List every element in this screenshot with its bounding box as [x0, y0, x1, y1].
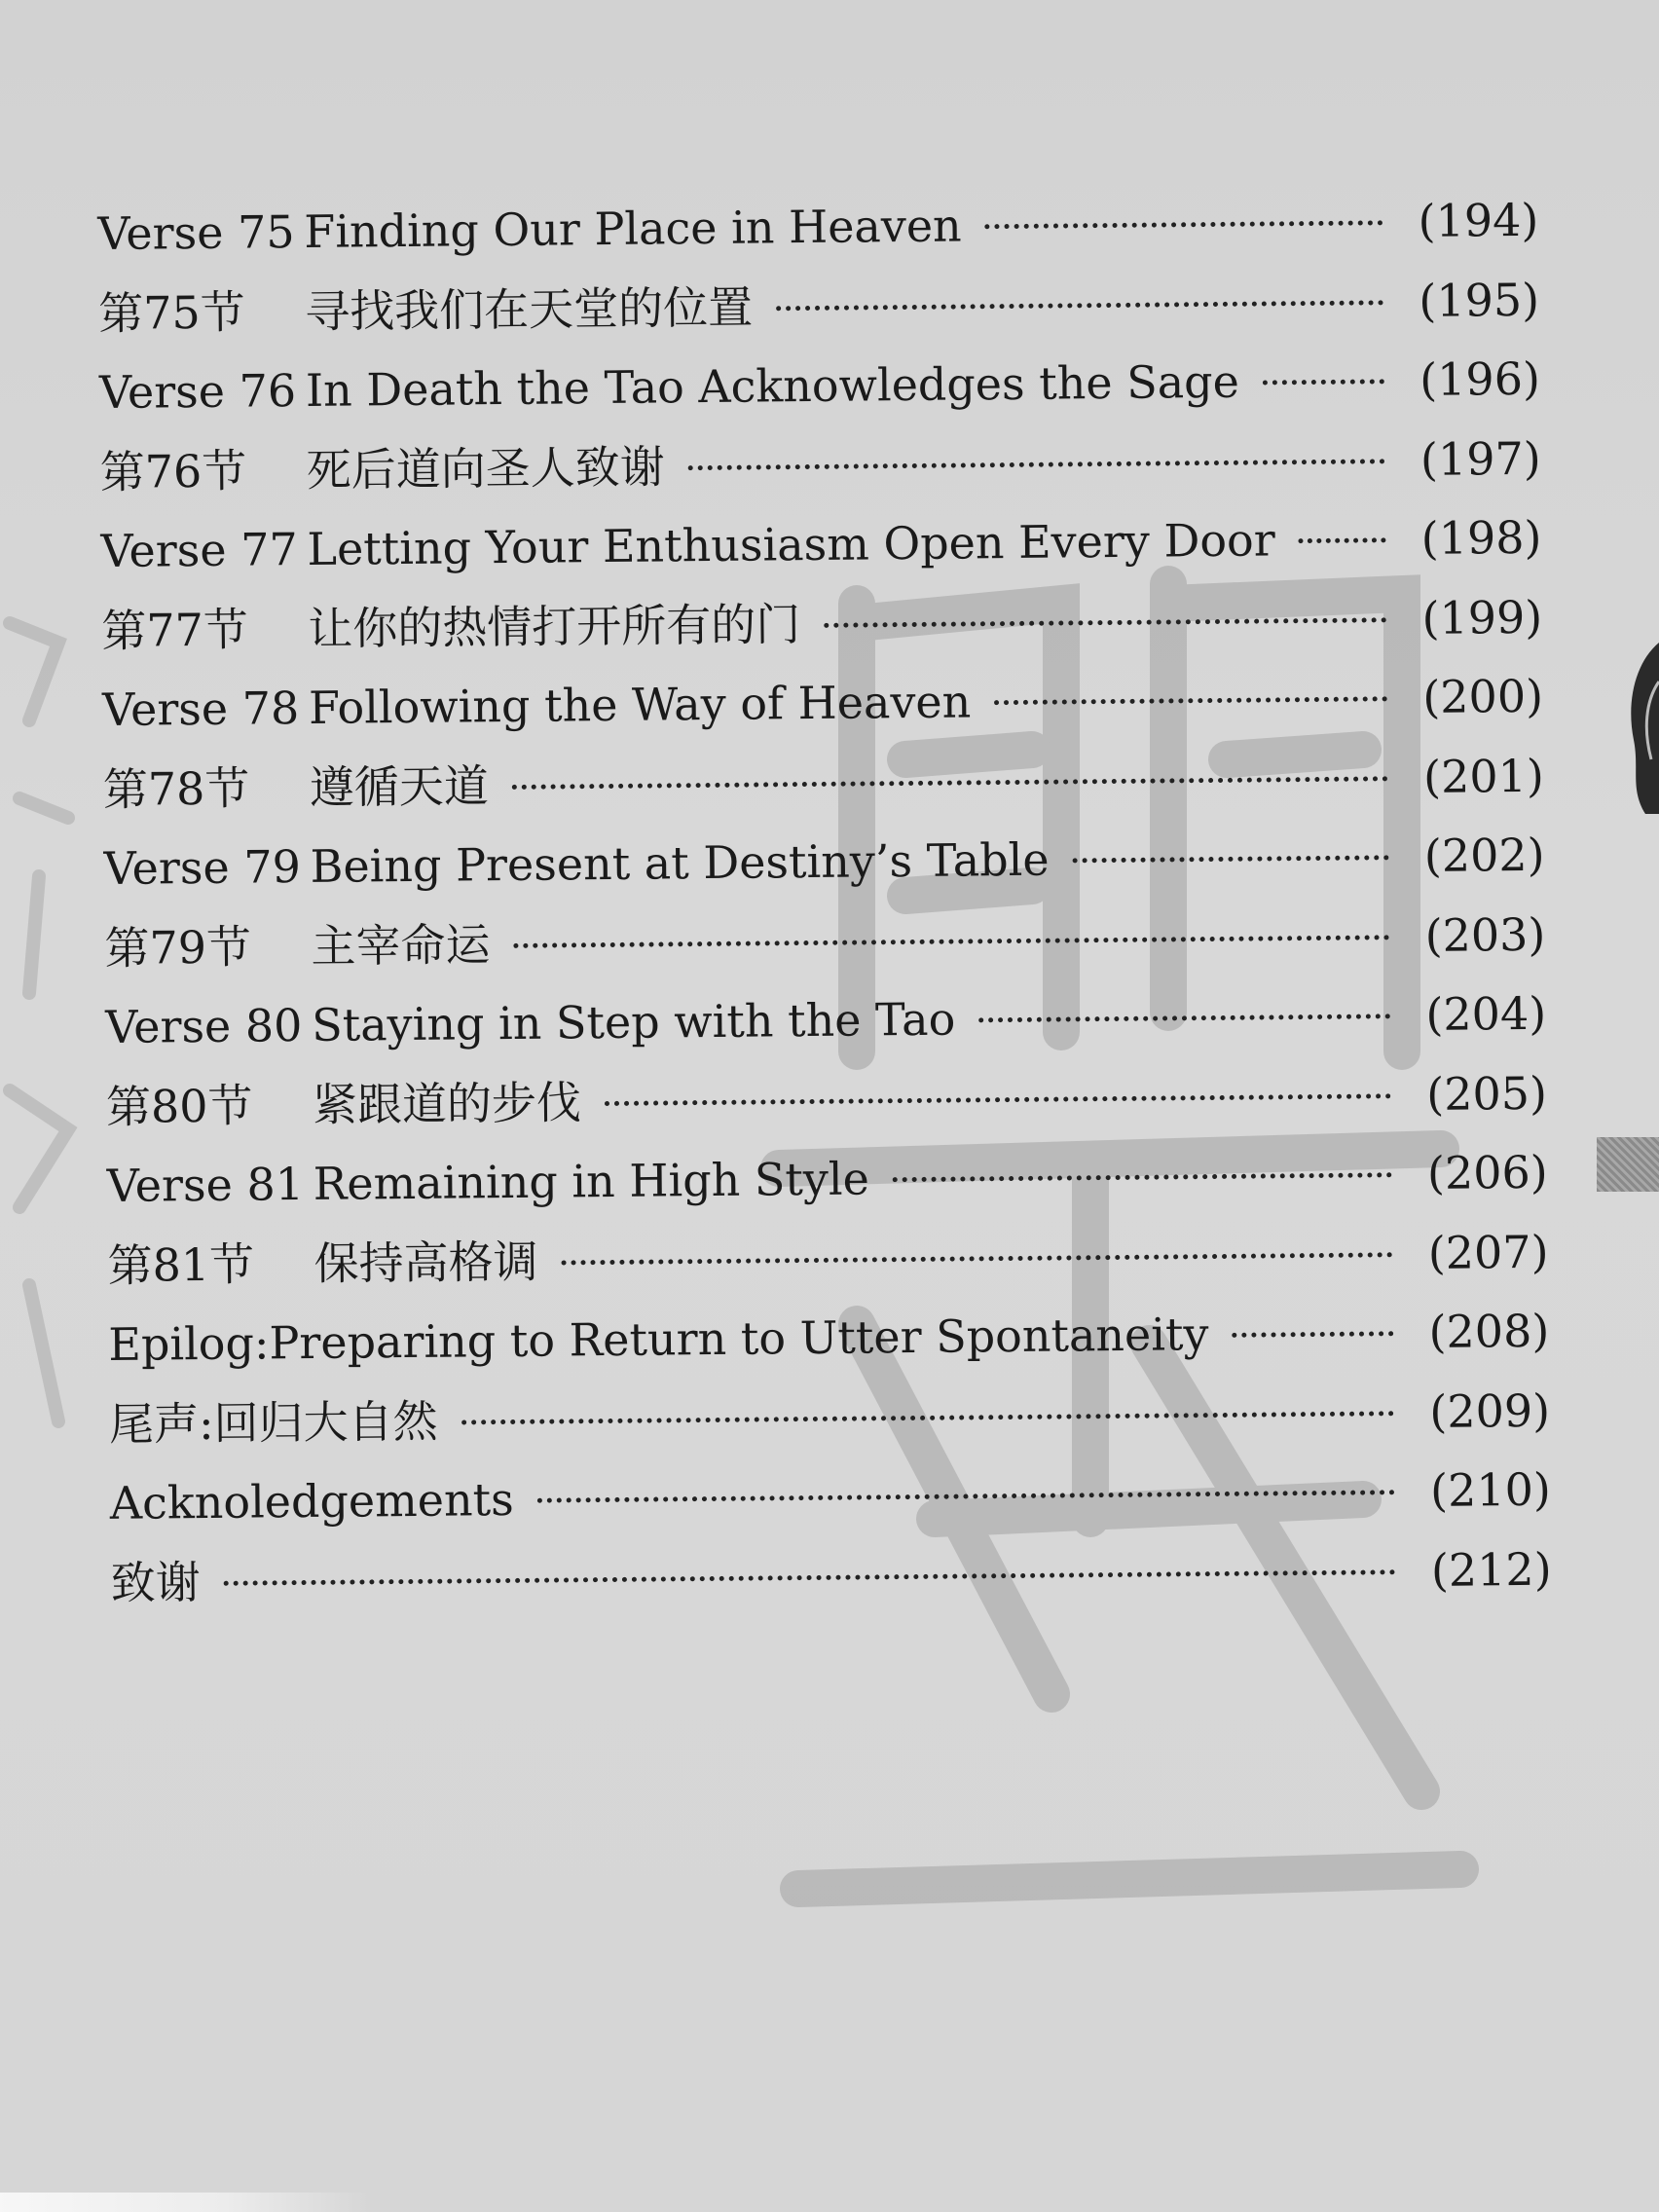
toc-entry-number: 第81节 — [107, 1237, 255, 1292]
toc-entry-page: (212) — [1430, 1542, 1552, 1597]
toc-entry — [106, 1053, 1548, 1147]
toc-entry — [99, 340, 1541, 433]
toc-entry — [104, 895, 1546, 988]
table-of-contents — [97, 181, 1552, 1623]
toc-entry-number: 第79节 — [104, 920, 252, 975]
dot-leader — [1299, 537, 1386, 543]
toc-entry-page: (205) — [1425, 1066, 1548, 1121]
toc-entry-page: (206) — [1426, 1145, 1548, 1199]
dot-leader — [985, 220, 1383, 229]
toc-entry-title: In Death the Tao Acknowledges the Sage — [305, 354, 1240, 417]
toc-entry-page: (201) — [1422, 749, 1545, 803]
toc-entry-title: Being Present at Destiny’s Table — [310, 832, 1050, 893]
toc-entry-page: (208) — [1428, 1304, 1550, 1358]
toc-entry — [110, 1451, 1552, 1544]
toc-entry-page: (197) — [1419, 431, 1541, 486]
toc-entry — [101, 577, 1543, 671]
toc-entry-number: Verse 76 — [98, 364, 297, 419]
toc-entry-page: (209) — [1429, 1383, 1551, 1438]
toc-entry-number: Verse 77 — [100, 523, 298, 577]
toc-entry — [103, 816, 1545, 909]
toc-entry-title: 主宰命运 — [311, 917, 491, 973]
toc-entry-title: Following the Way of Heaven — [308, 675, 972, 734]
dot-leader — [893, 1172, 1392, 1182]
toc-entry — [102, 736, 1544, 830]
dot-leader — [461, 1411, 1395, 1424]
toc-entry-number: 第75节 — [97, 285, 245, 340]
toc-entry-number: Verse 80 — [104, 999, 303, 1053]
toc-entry — [102, 657, 1544, 751]
dot-leader — [1073, 855, 1389, 863]
dot-leader — [776, 300, 1383, 311]
toc-entry-title: Finding Our Place in Heaven — [304, 199, 962, 258]
toc-entry-title: 寻找我们在天堂的位置 — [304, 280, 754, 338]
dot-leader — [513, 935, 1389, 948]
toc-entry-number: 第78节 — [102, 761, 250, 816]
toc-entry — [106, 1133, 1548, 1227]
toc-entry-number: 第80节 — [105, 1079, 253, 1133]
toc-entry-number: 第76节 — [99, 444, 247, 498]
edge-illustration — [1616, 623, 1659, 818]
toc-entry — [98, 260, 1540, 353]
toc-entry-page: (199) — [1421, 590, 1543, 645]
toc-entry-number: Verse 78 — [101, 682, 300, 736]
toc-entry — [110, 1530, 1552, 1623]
toc-entry-page: (202) — [1423, 828, 1545, 882]
toc-entry — [105, 975, 1547, 1068]
toc-entry — [100, 498, 1542, 592]
toc-entry-page: (194) — [1418, 193, 1539, 247]
dot-leader — [224, 1569, 1396, 1586]
toc-entry-number: Verse 75 — [97, 205, 295, 260]
toc-entry-title: 遵循天道 — [309, 758, 490, 814]
dot-leader — [537, 1490, 1395, 1502]
toc-entry-page: (195) — [1419, 273, 1540, 327]
dot-leader — [978, 1014, 1390, 1022]
toc-entry-number: Verse 81 — [106, 1158, 305, 1212]
toc-entry-title: Remaining in High Style — [313, 1152, 870, 1210]
dot-leader — [1263, 379, 1384, 385]
toc-entry-page: (203) — [1424, 907, 1546, 962]
toc-entry-title: 紧跟道的步伐 — [312, 1075, 582, 1131]
toc-entry — [108, 1292, 1550, 1385]
dot-leader — [512, 776, 1388, 790]
toc-entry-number: Verse 79 — [103, 840, 302, 895]
dot-leader — [1232, 1331, 1393, 1338]
dot-leader — [605, 1093, 1391, 1106]
toc-entry-title: Epilog:Preparing to Return to Utter Spontaneity — [108, 1308, 1209, 1371]
toc-entry — [97, 181, 1539, 275]
toc-entry — [107, 1212, 1549, 1306]
toc-entry-page: (200) — [1422, 669, 1544, 723]
toc-entry-title: Letting Your Enthusiasm Open Every Door — [307, 513, 1275, 575]
edge-thumb-tab — [1597, 1137, 1659, 1192]
dot-leader — [688, 459, 1385, 470]
toc-entry-page: (196) — [1419, 351, 1541, 406]
toc-entry-number: 第77节 — [101, 603, 249, 657]
toc-entry — [109, 1371, 1551, 1464]
dot-leader — [562, 1252, 1393, 1265]
toc-entry-title: 死后道向圣人致谢 — [306, 439, 665, 497]
toc-entry-title: 让你的热情打开所有的门 — [308, 597, 801, 655]
toc-entry — [99, 419, 1541, 512]
toc-entry-title: 保持高格调 — [313, 1235, 538, 1290]
toc-entry-page: (207) — [1427, 1225, 1549, 1279]
watermark-strip — [0, 2193, 370, 2212]
calligraphy-watermark-left — [0, 584, 78, 1460]
toc-entry-title: 尾声:回归大自然 — [108, 1394, 438, 1451]
toc-entry-page: (210) — [1429, 1462, 1552, 1517]
toc-entry-page: (198) — [1420, 510, 1542, 565]
dot-leader — [824, 617, 1386, 628]
toc-entry-title: Acknoledgements — [109, 1472, 514, 1530]
toc-entry-title: Staying in Step with the Tao — [311, 992, 956, 1051]
toc-entry-page: (204) — [1425, 986, 1547, 1041]
dot-leader — [994, 696, 1387, 705]
toc-entry-title: 致谢 — [110, 1555, 201, 1609]
